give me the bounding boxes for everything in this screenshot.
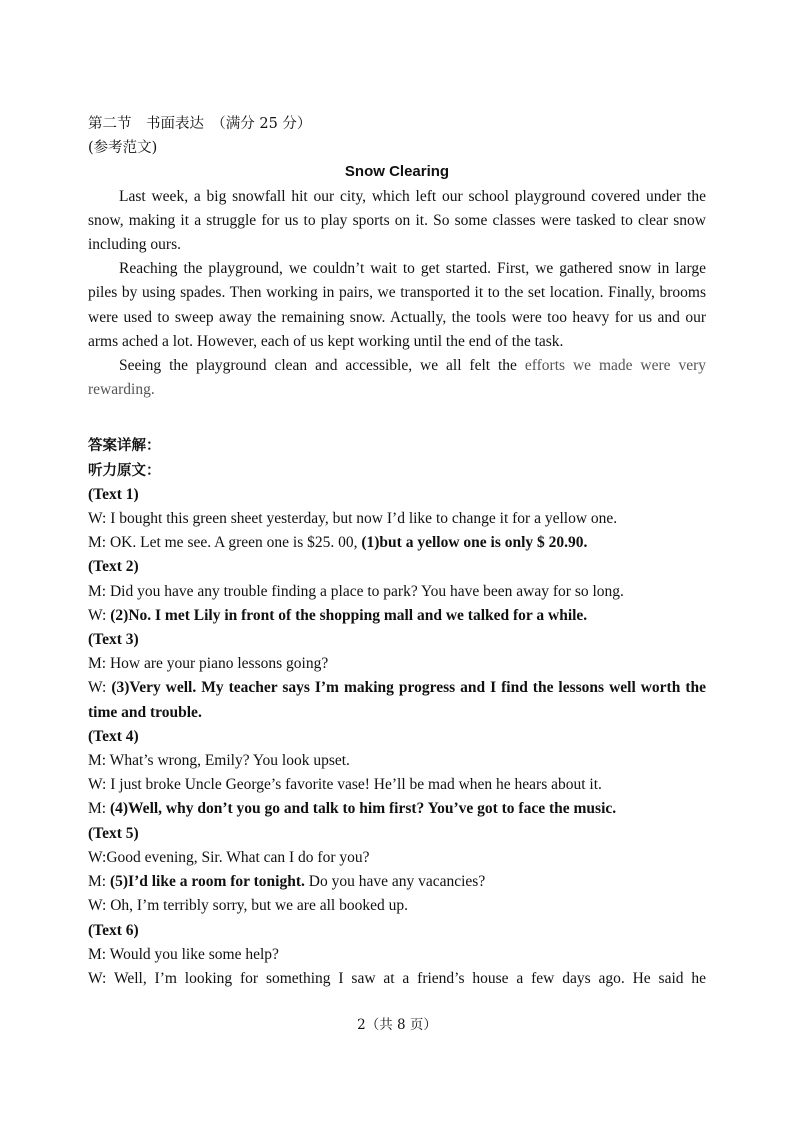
essay-paragraph-3 [88,354,706,402]
answers-heading: 答案详解： [88,437,161,455]
text-4-line-1: M: What’s wrong, Emily? You look upset. [88,752,350,770]
spacer [88,402,706,434]
text-2-line-1: M: Did you have any trouble finding a place to park? You have been away for so long. [88,582,624,600]
text-6-line-1: M: Would you like some help? [88,945,279,963]
essay-paragraph-3-start: Seeing the playground clean and accessible, we all felt the [119,357,525,375]
page-number: 2（共 8 页） [357,1017,437,1033]
text-3-line-1: M: How are your piano lessons going? [88,655,329,673]
essay-paragraph-1: Last week, a big snowfall hit our city, which left our school playground covered under the snow, making it a struggle for us to play sports on it. So some classes were tasked to clear snow including ours. [88,187,706,254]
text-2-line-2 [88,604,706,628]
text-1-line-1: W: I bought this green sheet yesterday, but now I’d like to change it for a yellow one. [88,510,618,528]
text-5-line-2 [88,870,706,894]
text-1-line-2-plain: M: OK. Let me see. A green one is $25. 00, [88,534,362,552]
text-6-label: (Text 6) [88,921,139,939]
answer-5-key: (5)I’d like a room for tonight. [109,873,305,891]
text-5-line-2-rest: Do you have any vacancies? [304,873,486,891]
sample-essay-label: (参考范文) [88,140,158,157]
text-4-line-2: W: I just broke Uncle George’s favorite vase! He’ll be mad when he hears about it. [88,776,602,794]
essay-title: Snow Clearing [344,163,450,181]
answer-4-key: (4)Well, why don’t you go and talk to him first? You’ve got to face the music. [109,800,617,818]
text-5-line-1: W:Good evening, Sir. What can I do for you? [88,848,370,866]
answer-3-key: (3)Very well. My teacher says I’m making progress and I find the lessons well worth the time and trouble. [88,679,706,721]
essay-paragraph-3-end: efforts we made were very rewarding. [88,357,707,399]
text-4-speaker: M: [88,800,110,818]
text-6-line-2: W: Well, I’m looking for something I saw at a friend’s house a few days ago. He said he [88,969,706,987]
text-4-label: (Text 4) [88,727,139,745]
text-1-label: (Text 1) [88,485,139,503]
text-1-line-2 [88,531,706,555]
text-3-speaker: W: [88,679,112,697]
text-5-line-3: W: Oh, I’m terribly sorry, but we are all booked up. [88,897,408,915]
text-4-line-3 [88,797,706,821]
answer-1-key: (1)but a yellow one is only $ 20.90. [361,534,588,552]
text-5-label: (Text 5) [88,824,139,842]
listening-heading: 听力原文： [88,461,161,479]
text-5-speaker: M: [88,873,110,891]
document-body [88,112,706,991]
text-2-speaker: W: [88,606,111,624]
text-2-label: (Text 2) [88,558,139,576]
section-heading: 第二节 书面表达 （满分 25 分） [88,116,312,132]
answer-2-key: (2)No. I met Lily in front of the shopping mall and we talked for a while. [110,606,588,624]
text-3-line-2 [88,676,706,724]
text-3-label: (Text 3) [88,631,139,649]
essay-paragraph-2: Reaching the playground, we couldn’t wait to get started. First, we gathered snow in large piles by using spades. Then working in pairs, we transported it to the set location. Finally, brooms were used to sweep away the remaining snow. Actually, the tools were too heavy for us and our arms ached a lot. However, each of us kept working until the end of the task. [88,260,706,350]
